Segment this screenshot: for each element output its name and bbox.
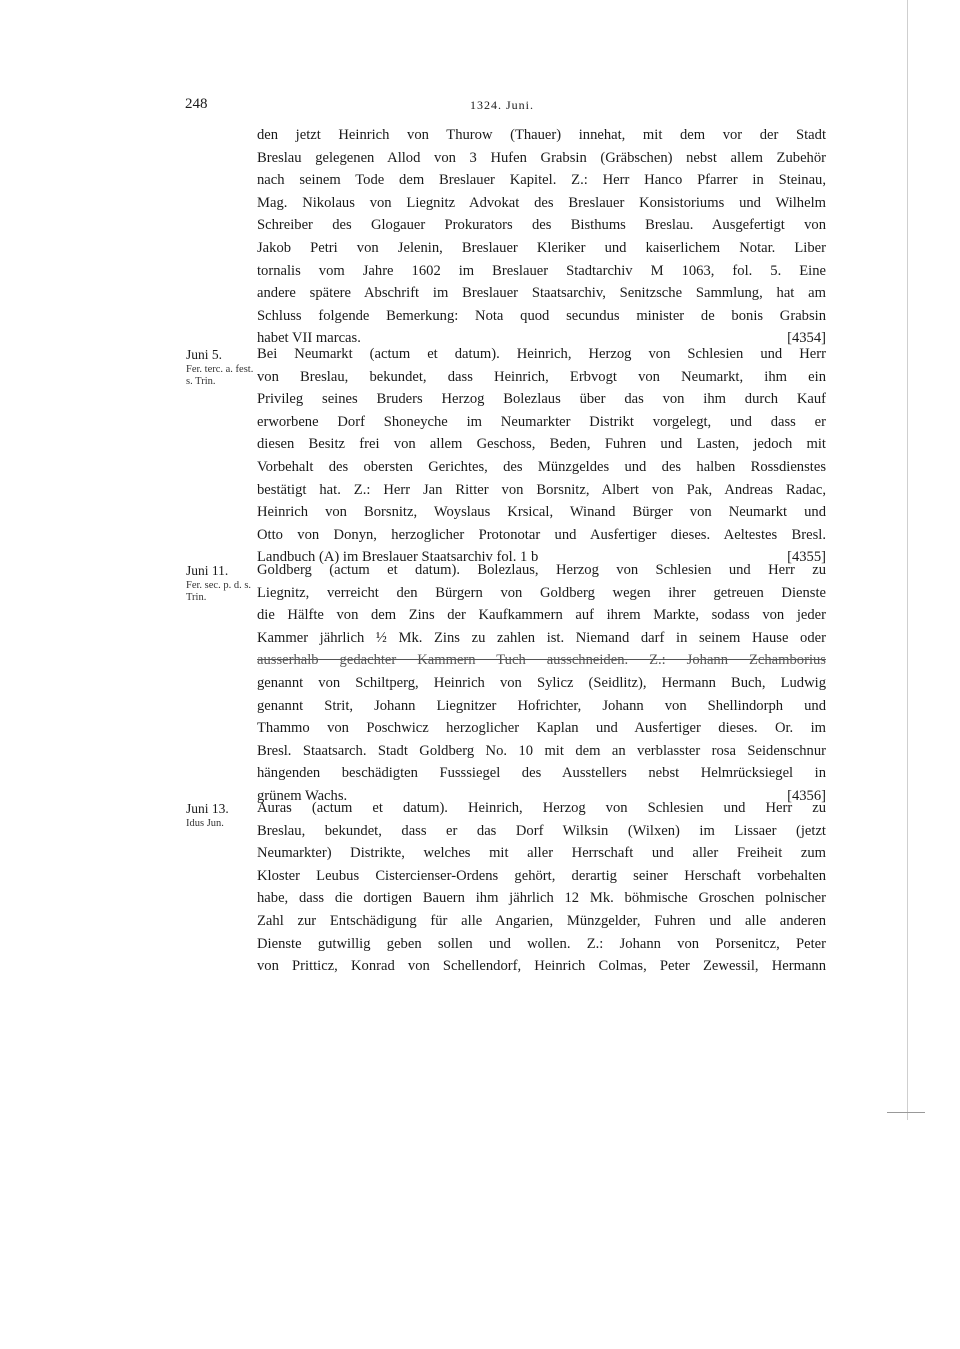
- text-line: Privileg seines Bruders Herzog Bolezlaus über das von ihm durch Kauf: [257, 391, 826, 408]
- text-line: Kammer jährlich ½ Mk. Zins zu zahlen ist. Niemand darf in seinem Hause oder: [257, 629, 826, 646]
- margin-note-juni-13: [186, 800, 254, 830]
- text-line: von Pritticz, Konrad von Schellendorf, Heinrich Colmas, Peter Zewessil, Hermann: [257, 958, 826, 975]
- text-line: Kloster Leubus Cistercienser-Ordens gehört, derartig seiner Herschaft vorbehalten: [257, 867, 826, 884]
- entry-ref-number: [4354]: [787, 330, 826, 347]
- text-line: von Breslau, bekundet, dass Heinrich, Erbvogt von Neumarkt, ihm ein: [257, 368, 826, 385]
- text-line: andere spätere Abschrift im Breslauer Staatsarchiv, Senitzsche Sammlung, hat am: [257, 285, 826, 302]
- text-line: genannt von Schiltperg, Heinrich von Sylicz (Seidlitz), Hermann Buch, Ludwig: [257, 674, 826, 691]
- running-head: 1324. Juni.: [470, 98, 535, 112]
- text-line: Vorbehalt des obersten Gerichtes, des Münzgeldes und des halben Rossdienstes: [257, 458, 826, 475]
- text-line: habe, dass die dortigen Bauern ihm jährlich 12 Mk. böhmische Groschen polnischer: [257, 890, 826, 907]
- entry-4354: [257, 124, 826, 350]
- text-line: Goldberg (actum et datum). Bolezlaus, Herzog von Schlesien und Herr zu: [257, 562, 826, 578]
- text-line: Zahl zur Entschädigung für alle Angarien, Münzgelder, Fuhren und alle anderen: [257, 912, 826, 929]
- text-line: Breslau gelegenen Allod von 3 Hufen Grabsin (Gräbschen) nebst allem Zubehör: [257, 149, 826, 166]
- text-line: Liegnitz, verreicht den Bürgern von Goldberg wegen ihrer getreuen Dienste: [257, 584, 826, 601]
- text-line: nach seinem Tode dem Breslauer Kapitel. Z.: Herr Hanco Pfarrer in Steinau,: [257, 172, 826, 189]
- text-line: Dienste gutwillig geben sollen und wollen. Z.: Johann von Porsenitcz, Peter: [257, 935, 826, 952]
- margin-note-juni-5: [186, 346, 254, 388]
- text-line: Auras (actum et datum). Heinrich, Herzog von Schlesien und Herr zu: [257, 800, 826, 816]
- text-line: Bei Neumarkt (actum et datum). Heinrich, Herzog von Schlesien und Herr: [257, 346, 826, 362]
- text-line: Heinrich von Borsnitz, Woyslaus Krsical, Winand Bürger von Neumarkt und: [257, 504, 826, 521]
- text-line: Breslau, bekundet, dass er das Dorf Wilksin (Wilxen) im Lissaer (jetzt: [257, 822, 826, 839]
- margin-date: Juni 5.: [186, 347, 223, 362]
- entry-ref-number: [4356]: [787, 787, 826, 804]
- text-line: bestätigt hat. Z.: Herr Jan Ritter von Borsnitz, Albert von Pak, Andreas Radac,: [257, 481, 826, 498]
- text-line: Schreiber des Glogauer Prokurators des Bisthums Breslau. Ausgefertigt von: [257, 217, 826, 234]
- text-line: Jakob Petri von Jelenin, Breslauer Kleriker und kaiserlichem Notar. Liber: [257, 239, 826, 256]
- page-number: 248: [185, 96, 208, 112]
- scan-edge-mark: [887, 1112, 925, 1113]
- margin-feast-day: Idus Jun.: [186, 818, 224, 829]
- struck-text-line: ausserhalb gedachter Kammern Tuch ausschneiden. Z.: Johann Zchamborius: [257, 652, 826, 669]
- page-header: [185, 96, 835, 118]
- text-line-content: habet VII marcas.: [257, 330, 361, 347]
- text-line: genannt Strit, Johann Liegnitzer Hofrichter, Johann von Shellindorph und: [257, 697, 826, 714]
- text-line: Thammo von Poschwicz herzoglicher Kaplan und Ausfertiger dieses. Or. im: [257, 720, 826, 737]
- text-line: diesen Besitz frei von allem Geschoss, Beden, Fuhren und Lasten, jedoch mit: [257, 436, 826, 453]
- entry-ref-number: [4355]: [787, 549, 826, 566]
- text-line: tornalis vom Jahre 1602 im Breslauer Stadtarchiv M 1063, fol. 5. Eine: [257, 262, 826, 279]
- text-line: erworbene Dorf Shoneyche im Neumarkter Distrikt vorgelegt, und dass er: [257, 413, 826, 430]
- text-line: den jetzt Heinrich von Thurow (Thauer) innehat, mit dem vor der Stadt: [257, 127, 826, 143]
- margin-note-juni-11: [186, 562, 254, 604]
- text-line: Otto von Donyn, herzoglicher Protonotar und Ausfertiger dieses. Aeltestes Bresl.: [257, 526, 826, 543]
- entry-4356: [257, 559, 826, 808]
- entry-juni-13: [257, 797, 826, 978]
- text-line: die Hälfte von dem Zins der Kaufkammern auf ihrem Markte, sodass von jeder: [257, 607, 826, 624]
- text-line: hängenden beschädigten Fusssiegel des Ausstellers nebst Helmrücksiegel in: [257, 765, 826, 782]
- margin-feast-day: Fer. terc. a. fest. s. Trin.: [186, 364, 254, 387]
- text-line: Neumarkter) Distrikte, welches mit aller Herrschaft und aller Freiheit zum: [257, 845, 826, 862]
- text-line: Mag. Nikolaus von Liegnitz Advokat des Breslauer Konsistoriums und Wilhelm: [257, 194, 826, 211]
- text-line-content: grünem Wachs.: [257, 787, 348, 804]
- margin-date: Juni 13.: [186, 801, 229, 816]
- text-line: Bresl. Staatsarch. Stadt Goldberg No. 10 mit dem an verblasster rosa Seidenschnur: [257, 742, 826, 759]
- margin-date: Juni 11.: [186, 563, 229, 578]
- scan-edge-line: [907, 0, 908, 1120]
- entry-4355: [257, 343, 826, 569]
- text-line-content: Landbuch (A) im Breslauer Staatsarchiv fol. 1 b: [257, 549, 539, 566]
- margin-feast-day: Fer. sec. p. d. s. Trin.: [186, 580, 252, 603]
- text-line: Schluss folgende Bemerkung: Nota quod secundus minister de bonis Grabsin: [257, 307, 826, 324]
